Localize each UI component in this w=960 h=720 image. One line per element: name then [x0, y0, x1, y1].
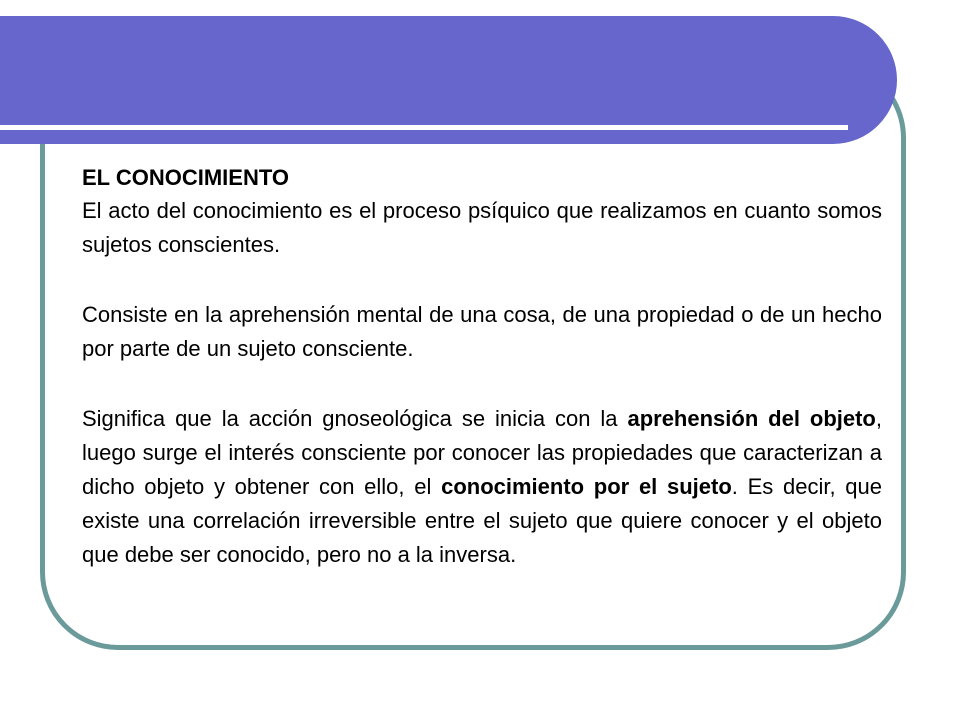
paragraph-3-text-3: . Es decir, que existe una correlación irreversible entre el sujeto que quiere conocer y el objeto que debe ser conocido, pero no a la inversa.	[82, 474, 883, 567]
paragraph-3-text-2: , luego surge el interés consciente por conocer las propiedades que caracterizan a dicho objeto y obtener con ello, el	[82, 406, 882, 499]
slide-content	[82, 162, 882, 572]
paragraph-3-emphasis-1: aprehensión del objeto	[627, 406, 876, 431]
slide-title: EL CONOCIMIENTO	[82, 165, 289, 190]
paragraph-2: Consiste en la aprehensión mental de una cosa, de una propiedad o de un hecho por parte de un sujeto consciente.	[82, 302, 882, 361]
paragraph-3-text-1: Significa que la acción gnoseológica se inicia con la	[82, 406, 628, 431]
paragraph-3-emphasis-2: conocimiento por el sujeto	[441, 474, 732, 499]
paragraph-1: El acto del conocimiento es el proceso psíquico que realizamos en cuanto somos sujetos conscientes.	[82, 198, 882, 257]
header-divider-line	[0, 125, 848, 130]
paragraph-3	[82, 402, 882, 572]
